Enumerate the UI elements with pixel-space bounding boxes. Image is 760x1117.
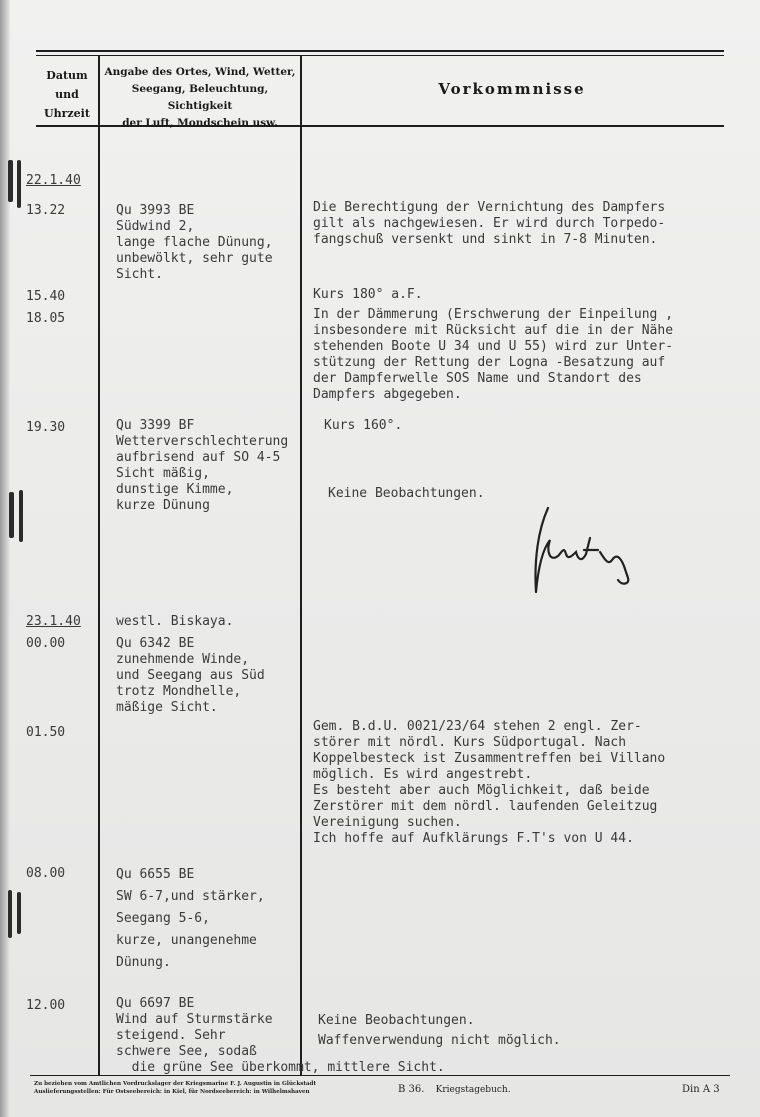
punch-mark: [9, 492, 14, 538]
column-divider-2: [300, 55, 302, 1075]
header-vorkommnisse: Vorkommnisse: [438, 80, 586, 98]
signature: [520, 500, 640, 600]
top-rule-2: [36, 55, 724, 56]
footer-supplier-line: Zu beziehen vom Amtlichen Vordruckslager der Kriegsmarine F. J. Augustin in Glückstadt: [34, 1081, 317, 1087]
entry-weather: westl. Biskaya.: [116, 614, 234, 629]
punch-mark: [19, 490, 23, 542]
entry-event: Gem. B.d.U. 0021/23/64 stehen 2 engl. Zer- störer mit nördl. Kurs Südportugal. Nach Koppelbesteck ist Zusammentreffen bei Villano möglich. Es wird angestrebt. Es besteht aber auch Möglichkeit, daß beide Zerstörer mit dem nördl. laufenden Geleitzug Vereinigung suchen. Ich hoffe auf Aufklärungs F.T's von U 44.: [313, 719, 666, 846]
entry-weather: Qu 3993 BE Südwind 2, lange flache Dünung, unbewölkt, sehr gute Sicht.: [116, 203, 273, 282]
entry-time: 08.00: [26, 866, 66, 881]
punch-mark: [17, 160, 21, 208]
entry-time: 19.30: [26, 420, 66, 435]
entry-event: Die Berechtigung der Vernichtung des Dampfers gilt als nachgewiesen. Er wird durch Torpedo- fangschuß versenkt und sinkt in 7-8 Minuten.: [313, 200, 666, 247]
entry-event: Kurs 160°.: [324, 418, 403, 433]
entry-weather: Qu 6697 BE Wind auf Sturmstärke steigend. Sehr schwere See, sodaß die grüne See überkommt, mittlere Sicht.: [116, 996, 445, 1075]
header-angabe: [101, 64, 299, 132]
entry-date: 22.1.40: [26, 173, 81, 188]
entry-weather: Qu 6342 BE zunehmende Winde, und Seegang aus Süd trotz Mondhelle, mäßige Sicht.: [116, 636, 265, 715]
entry-event: In der Dämmerung (Erschwerung der Einpeilung , insbesondere mit Rücksicht auf die in der Nähe stehenden Boote U 34 und U 55) wird zur Unter- stützung der Rettung der Logna -Besatzung auf der Dampferwelle SOS Name und Standort des Dampfers abgegeben.: [313, 307, 674, 402]
header-datum: [36, 66, 98, 123]
header-angabe-line: Seegang, Beleuchtung, Sichtigkeit: [131, 83, 269, 112]
entry-time: 00.00: [26, 636, 66, 651]
punch-mark: [8, 160, 13, 202]
footer-form-id: [398, 1084, 511, 1095]
entry-event: Keine Beobachtungen.: [328, 486, 485, 501]
entry-weather: Qu 6655 BE SW 6-7,und stärker, Seegang 5-6, kurze, unangenehme Dünung.: [116, 867, 265, 970]
header-angabe-line: der Luft, Mondschein usw.: [122, 117, 278, 129]
entry-time: 01.50: [26, 725, 66, 740]
entry-time: 13.22: [26, 203, 66, 218]
punch-mark: [8, 890, 12, 938]
footer-supplier: [34, 1080, 316, 1096]
header-datum-line: Uhrzeit: [44, 107, 90, 120]
entry-date: 23.1.40: [26, 614, 81, 629]
entry-event: Keine Beobachtungen. Waffenverwendung nicht möglich.: [318, 1013, 561, 1048]
footer-form-number: B 36.: [398, 1084, 425, 1095]
entry-time: 12.00: [26, 998, 66, 1013]
entry-time: 15.40: [26, 289, 66, 304]
footer-supplier-line: Auslieferungsstellen: Für Ostseebereich: in Kiel, für Nordseebereich: in Wilhelmshaven: [34, 1089, 310, 1095]
header-angabe-line: Angabe des Ortes, Wind, Wetter,: [104, 66, 296, 78]
top-rule: [36, 50, 724, 52]
entry-weather: Qu 3399 BF Wetterverschlechterung aufbrisend auf SO 4-5 Sicht mäßig, dunstige Kimme, kurze Dünung: [116, 418, 289, 513]
entry-time: 18.05: [26, 311, 66, 326]
footer-form-title: Kriegstagebuch.: [435, 1085, 511, 1095]
entry-event: Kurs 180° a.F.: [313, 287, 423, 302]
punch-mark: [17, 892, 21, 934]
column-divider-1: [98, 55, 100, 1075]
footer-din: Din A 3: [682, 1084, 720, 1095]
header-datum-line: und: [55, 88, 79, 101]
header-datum-line: Datum: [46, 69, 88, 82]
